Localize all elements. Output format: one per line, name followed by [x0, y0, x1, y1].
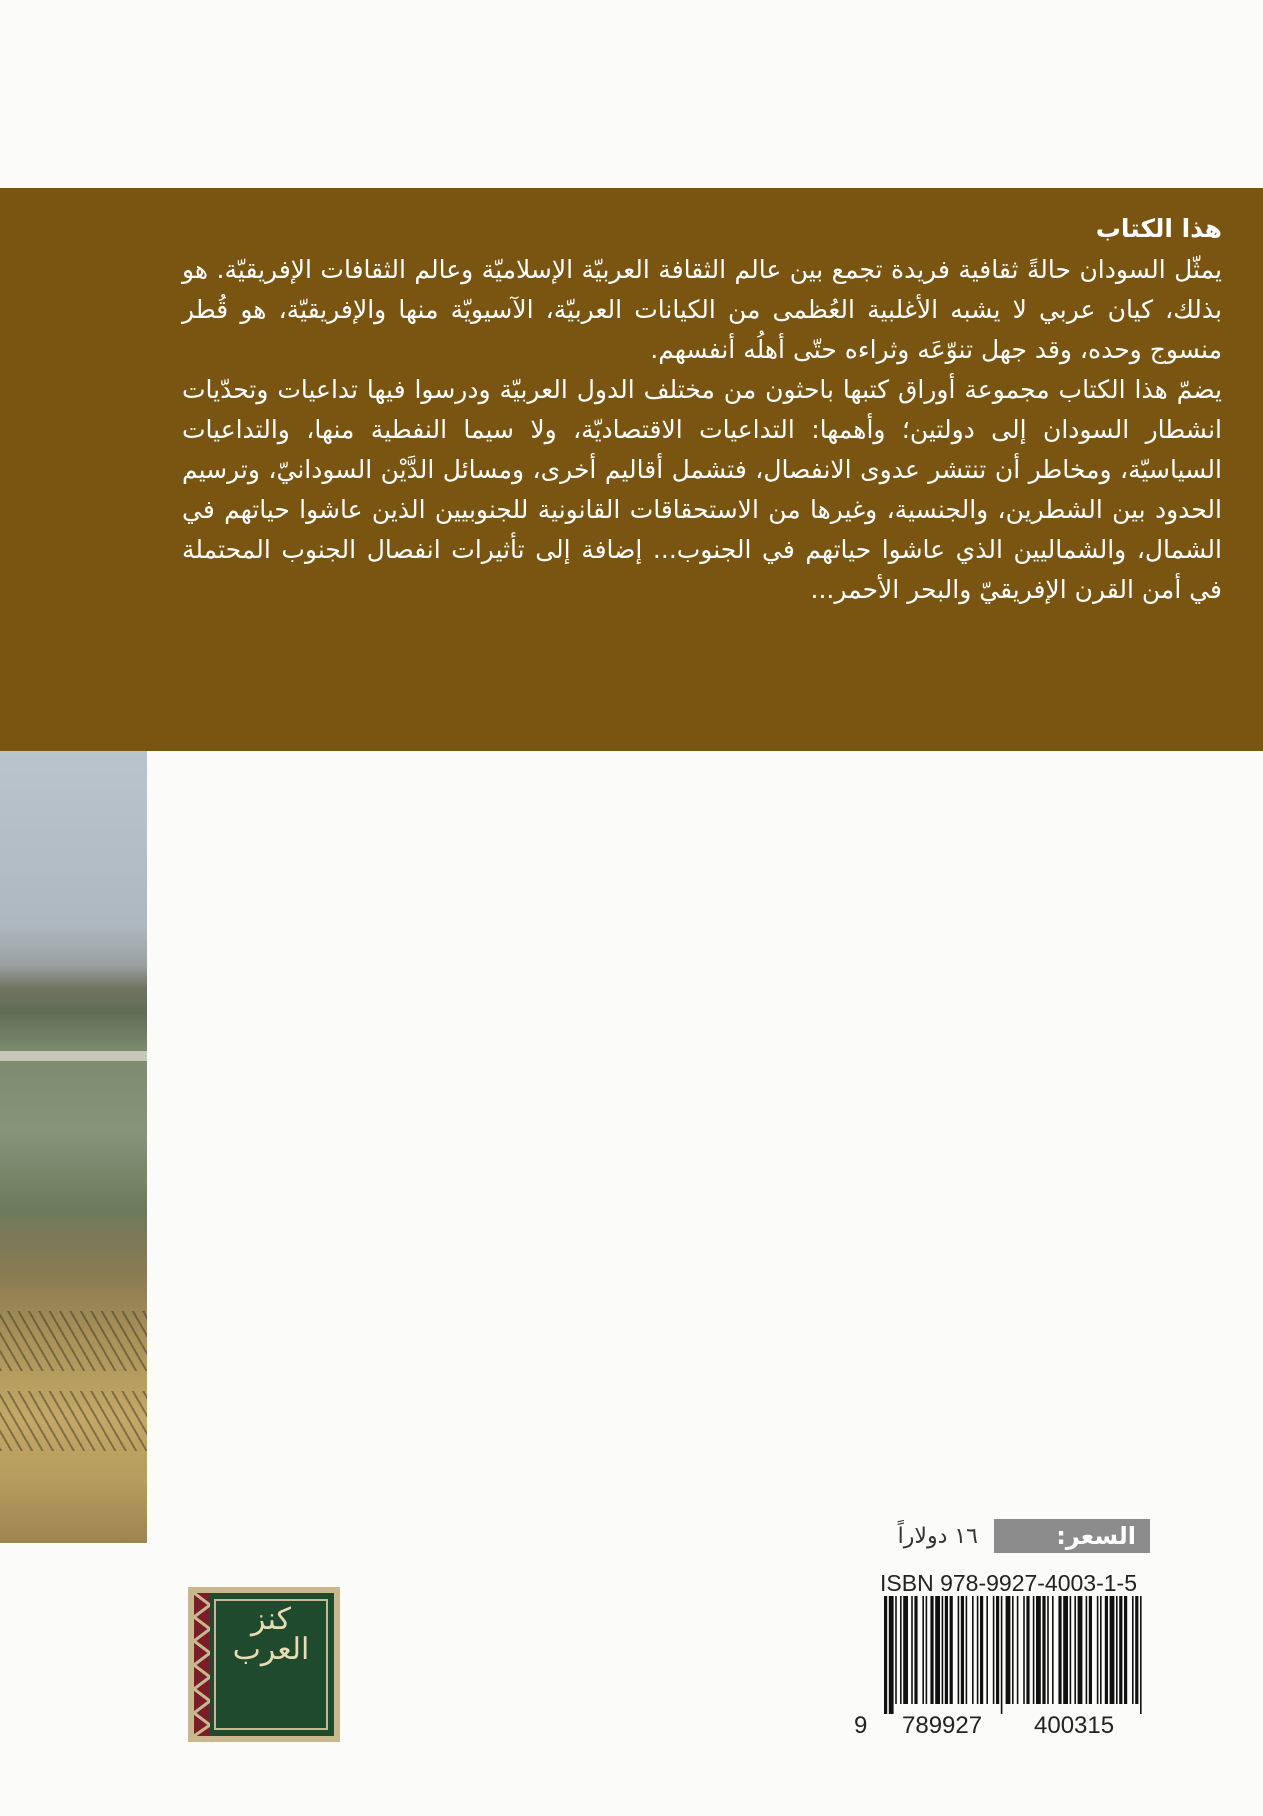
barcode-bar: [1026, 1596, 1029, 1704]
barcode-bar: [1017, 1596, 1019, 1704]
logo-zigzag-pattern: [194, 1593, 210, 1736]
barcode-bar: [1097, 1596, 1099, 1704]
blurb-paragraph-1: يمثّل السودان حالةً ثقافية فريدة تجمع بين عالم الثقافة العربيّة الإسلاميّة وعالم الثقافات الإفريقيّة. هو بذلك، كيان عربي لا يشبه الأغلبية العُظمى من الكيانات العربيّة، الآسيويّة منها والإفريقيّة، هو قُطر منسوج وحده، وقد جهل تنوّعَه وثراءه حتّى أهلُه أنفسهم.: [182, 255, 1222, 364]
publisher-logo-text: كنز العرب: [214, 1599, 328, 1730]
barcode-bar: [1100, 1596, 1102, 1704]
photo-fence-line: [0, 1051, 147, 1061]
blurb-paragraph-2: يضمّ هذا الكتاب مجموعة أوراق كتبها باحثون من مختلف الدول العربيّة ودرسوا فيها تداعيات وتحدّيات انشطار السودان إلى دولتين؛ وأهمها: التداعيات الاقتصاديّة، ولا سيما النفطية منها، والتداعيات السياسيّة، ومخاطر أن تنتشر عدوى الانفصال، فتشمل أقاليم أخرى، ومسائل الدَّيْن السودانيّ، وترسيم الحدود بين الشطرين، والجنسية، وغيرها من الاستحقاقات القانونية للجنوبيين الذين عاشوا حياتهم في الشمال، والشماليين الذي عاشوا حياتهم في الجنوب... إضافة إلى تأثيرات انفصال الجنوب المحتملة في أمن القرن الإفريقيّ والبحر الأحمر...: [182, 375, 1222, 604]
barcode-bar: [935, 1596, 940, 1704]
barcode-digit-lead: 9: [854, 1712, 868, 1739]
barcode-bar: [966, 1596, 968, 1704]
isbn-text: ISBN 978-9927-4003-1-5: [880, 1570, 1137, 1596]
barcode-bar: [903, 1596, 908, 1704]
barcode-bar: [950, 1596, 953, 1704]
barcode-bar: [986, 1596, 988, 1704]
barcode-bar: [1116, 1596, 1118, 1704]
barcode-bar: [1033, 1596, 1035, 1704]
barcode-bar: [1124, 1596, 1127, 1704]
barcode-bar: [958, 1596, 960, 1704]
price-label: السعر:: [994, 1519, 1150, 1553]
barcode-bar: [1140, 1596, 1142, 1714]
barcode-bar: [1074, 1596, 1076, 1704]
barcode-bar: [1132, 1596, 1134, 1704]
barcode-bar: [1119, 1596, 1122, 1704]
barcode-bar: [977, 1596, 979, 1704]
barcode-bar: [996, 1596, 999, 1704]
barcode-bar: [884, 1596, 887, 1714]
photo-barbed-wire: [0, 1311, 147, 1371]
barcode-bar: [1047, 1596, 1049, 1704]
barcode-bar: [942, 1596, 944, 1704]
barcode-bar: [889, 1596, 894, 1714]
barcode-bar: [1063, 1596, 1068, 1704]
barcode-bar: [961, 1596, 964, 1704]
barcode-bar: [895, 1596, 897, 1704]
barcode-digits-left: 789927: [902, 1712, 983, 1739]
barcode-digits-right: 400315: [1034, 1712, 1115, 1739]
barcode-bar: [1052, 1596, 1054, 1704]
barcode-bar: [1089, 1596, 1092, 1704]
barcode-bar: [1012, 1596, 1014, 1704]
barcode-bar: [1105, 1596, 1108, 1704]
barcode-bar: [1086, 1596, 1088, 1704]
barcode-bar: [945, 1596, 948, 1704]
barcode-bar: [1070, 1596, 1072, 1704]
barcode-bar: [914, 1596, 917, 1704]
price-row: [870, 1518, 1150, 1554]
publisher-logo-inner: [194, 1593, 334, 1736]
barcode-bar: [993, 1596, 995, 1704]
price-value: ١٦ دولاراً: [897, 1523, 978, 1549]
barcode-bar: [926, 1596, 928, 1704]
blurb-heading: هذا الكتاب: [1095, 214, 1222, 243]
barcode-bar: [1042, 1596, 1045, 1704]
blurb-text-block: [182, 208, 1222, 610]
cover-photo-strip: [0, 751, 147, 1543]
barcode-bar: [1135, 1596, 1138, 1704]
barcode-bar: [1023, 1596, 1025, 1704]
barcode: [880, 1596, 1150, 1714]
barcode-bar: [930, 1596, 933, 1704]
barcode-bar: [980, 1596, 983, 1704]
barcode-bar: [972, 1596, 974, 1704]
photo-barbed-wire: [0, 1391, 147, 1451]
barcode-bar: [1006, 1596, 1011, 1704]
barcode-bar: [1001, 1596, 1003, 1714]
barcode-bar: [1036, 1596, 1041, 1704]
barcode-bar: [900, 1596, 902, 1704]
barcode-bar: [1078, 1596, 1083, 1704]
barcode-bar: [922, 1596, 924, 1704]
barcode-bar: [1058, 1596, 1061, 1704]
barcode-digits: [852, 1712, 1172, 1742]
barcode-bar: [911, 1596, 913, 1704]
barcode-bar: [1110, 1596, 1115, 1704]
publisher-logo: [188, 1587, 340, 1742]
